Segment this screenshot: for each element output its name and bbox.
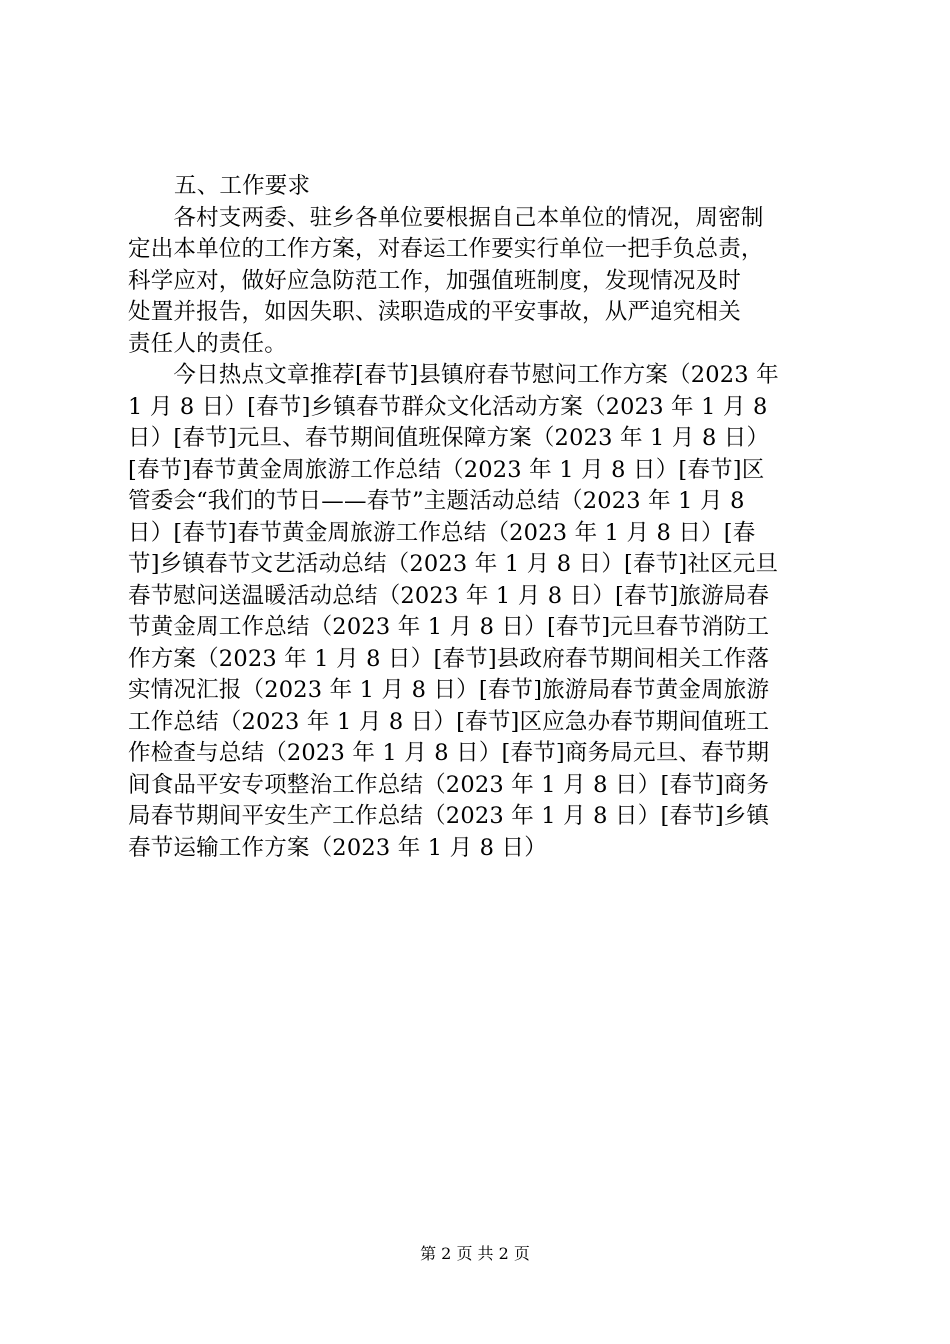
page-number-footer: 第 2 页 共 2 页: [420, 1244, 530, 1263]
paragraph-line: 今日热点文章推荐[春节]县镇府春节慰问工作方案（2023 年: [128, 362, 779, 388]
paragraph-line: 作方案（2023 年 1 月 8 日）[春节]县政府春节期间相关工作落: [128, 645, 770, 672]
paragraph-line: 定出本单位的工作方案，对春运工作要实行单位一把手负总责，: [128, 236, 764, 262]
paragraph-line: 春节运输工作方案（2023 年 1 月 8 日）: [128, 834, 547, 861]
paragraph-line: 责任人的责任。: [128, 330, 287, 357]
paragraph-line: 实情况汇报（2023 年 1 月 8 日）[春节]旅游局春节黄金周旅游: [128, 677, 770, 703]
paragraph-line: 春节慰问送温暖活动总结（2023 年 1 月 8 日）[春节]旅游局春: [128, 582, 770, 609]
paragraph-line: 管委会“我们的节日——春节”主题活动总结（2023 年 1 月 8: [128, 488, 745, 514]
paragraph-line: 1 月 8 日）[春节]乡镇春节群众文化活动方案（2023 年 1 月 8: [128, 393, 768, 420]
paragraph-line: 日）[春节]春节黄金周旅游工作总结（2023 年 1 月 8 日）[春: [128, 519, 756, 546]
paragraph-line: 局春节期间平安生产工作总结（2023 年 1 月 8 日）[春节]乡镇: [128, 803, 770, 829]
paragraph-line: 工作总结（2023 年 1 月 8 日）[春节]区应急办春节期间值班工: [128, 708, 770, 735]
paragraph-line: 科学应对，做好应急防范工作，加强值班制度，发现情况及时: [128, 267, 741, 294]
paragraph-line: 间食品平安专项整治工作总结（2023 年 1 月 8 日）[春节]商务: [128, 771, 770, 798]
section-heading: 五、工作要求: [174, 173, 311, 199]
paragraph-line: 处置并报告，如因失职、渎职造成的平安事故，从严追究相关: [128, 299, 741, 325]
paragraph-line: 节]乡镇春节文艺活动总结（2023 年 1 月 8 日）[春节]社区元旦: [128, 551, 779, 577]
paragraph-recommended-articles: [128, 360, 836, 864]
document-body: [128, 171, 836, 864]
paragraph-line: 节黄金周工作总结（2023 年 1 月 8 日）[春节]元旦春节消防工: [128, 614, 770, 640]
paragraph-line: 作检查与总结（2023 年 1 月 8 日）[春节]商务局元旦、春节期: [128, 740, 770, 766]
paragraph-requirements: [128, 203, 836, 361]
paragraph-line: [春节]春节黄金周旅游工作总结（2023 年 1 月 8 日）[春节]区: [128, 456, 765, 483]
paragraph-line: 各村支两委、驻乡各单位要根据自己本单位的情况，周密制: [128, 204, 764, 231]
paragraph-line: 日）[春节]元旦、春节期间值班保障方案（2023 年 1 月 8 日）: [128, 425, 770, 451]
